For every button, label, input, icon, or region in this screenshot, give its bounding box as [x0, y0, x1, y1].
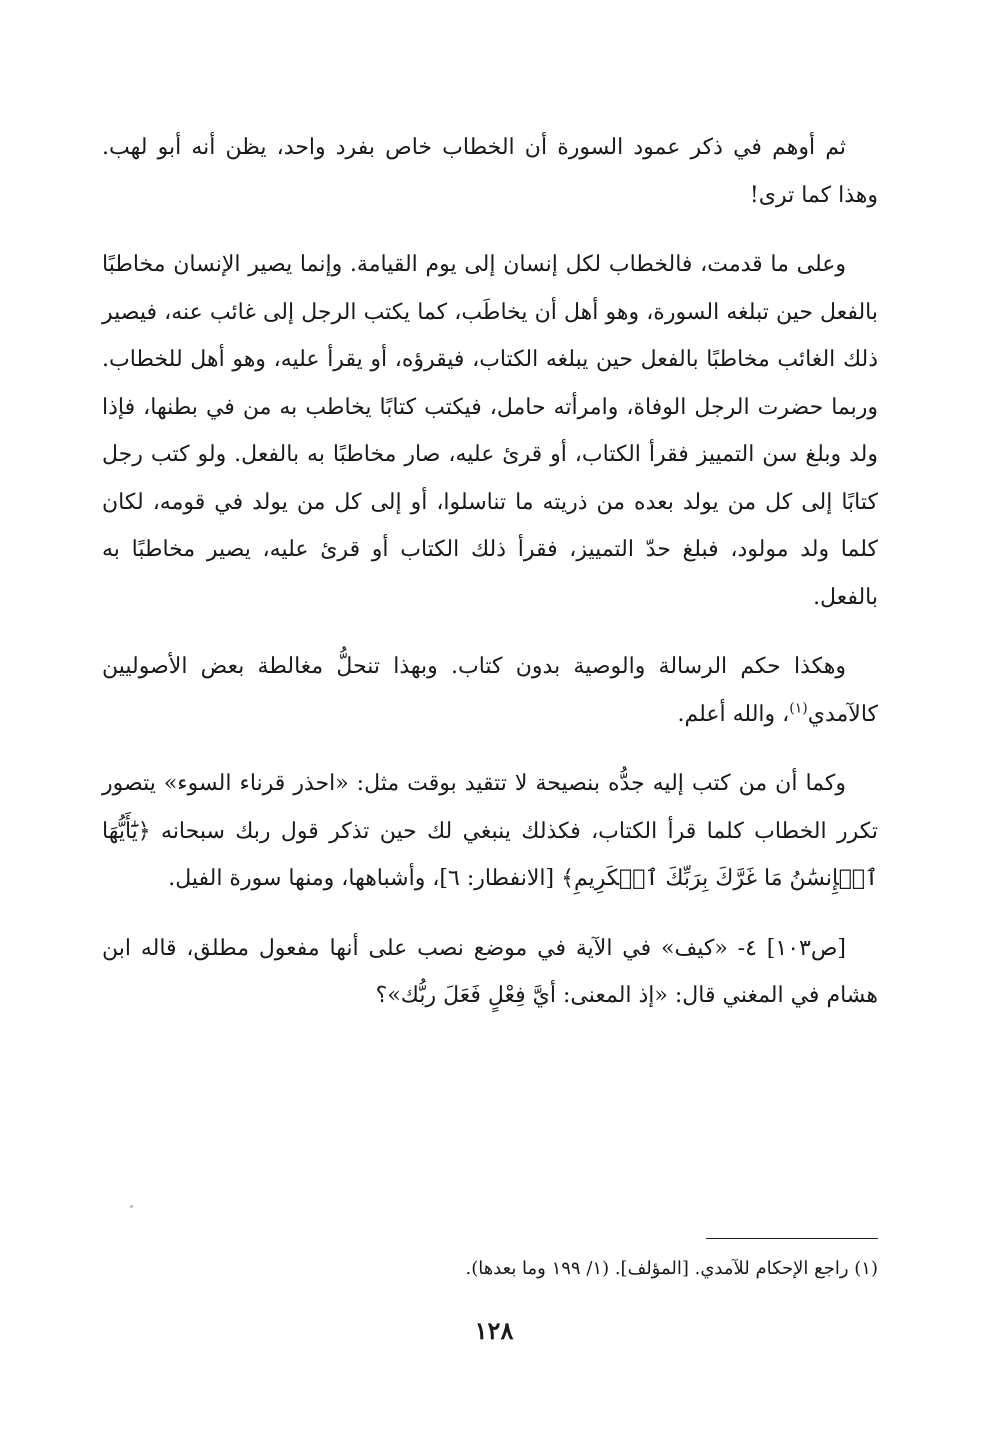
paragraph-3 — [102, 643, 878, 738]
page-number: ١٢٨ — [474, 1316, 514, 1345]
paragraph-5: [ص١٠٣] ٤- «كيف» في الآية في موضع نصب على أنها مفعول مطلق، قاله ابن هشام في المغني قال: «إذ المعنى: أيَّ فِعْلٍ فَعَلَ ربُّك»؟ — [102, 935, 878, 1008]
footnote-reference[interactable]: (١) — [789, 700, 808, 717]
paragraph-2: وعلى ما قدمت، فالخطاب لكل إنسان إلى يوم القيامة. وإنما يصير الإنسان مخاطبًا بالفعل حين تبلغه السورة، وهو أهل أن يخاطَب، كما يكتب الرجل إلى غائب عنه، فيصير ذلك الغائب مخاطبًا بالفعل حين يبلغه الكتاب، فيقرؤه، أو يقرأ عليه، وهو أهل للخطاب. وربما حضرت الرجل الوفاة، وامرأته حامل، فيكتب كتابًا يخاطب به من في بطنها، فإذا ولد وبلغ سن التمييز فقرأ الكتاب، أو قرئ عليه، صار مخاطبًا به بالفعل. ولو كتب رجل كتابًا إلى كل من يولد بعده من ذريته ما تناسلوا، أو إلى كل من يولد في قومه، لكان كلما ولد مولود، فبلغ حدّ التمييز، فقرأ ذلك الكتاب أو قرئ عليه، يصير مخاطبًا به بالفعل. — [102, 252, 878, 610]
footnote: (١) راجع الإحكام للآمدي. [المؤلف]. (١/ ١٩٩ وما بعدها). — [465, 1258, 878, 1279]
paragraph-3-tail: ، والله أعلم. — [677, 701, 790, 727]
scan-speck — [130, 1205, 133, 1208]
footnote-separator — [706, 1238, 878, 1239]
paragraph-1: ثم أوهم في ذكر عمود السورة أن الخطاب خاص بفرد واحد، يظن أنه أبو لهب. وهذا كما ترى! — [102, 135, 878, 208]
paragraph-3-text: وهكذا حكم الرسالة والوصية بدون كتاب. وبهذا تنحلُّ مغالطة بعض الأصوليين كالآمدي — [102, 654, 878, 727]
paragraph-4: وكما أن من كتب إليه جدُّه بنصيحة لا تتقيد بوقت مثل: «احذر قرناء السوء» يتصور تكرر الخطاب كلما قرأ الكتاب، فكذلك ينبغي لك حين تذكر قول ربك سبحانه ﴿يَٰٓأَيُّهَا ٱلۡإِنسَٰنُ مَا غَرَّكَ بِرَبِّكَ ٱلۡكَرِيمِ﴾ [الانفطار: ٦]، وأشباهها، ومنها سورة الفيل. — [102, 771, 878, 891]
main-text — [102, 124, 878, 1042]
